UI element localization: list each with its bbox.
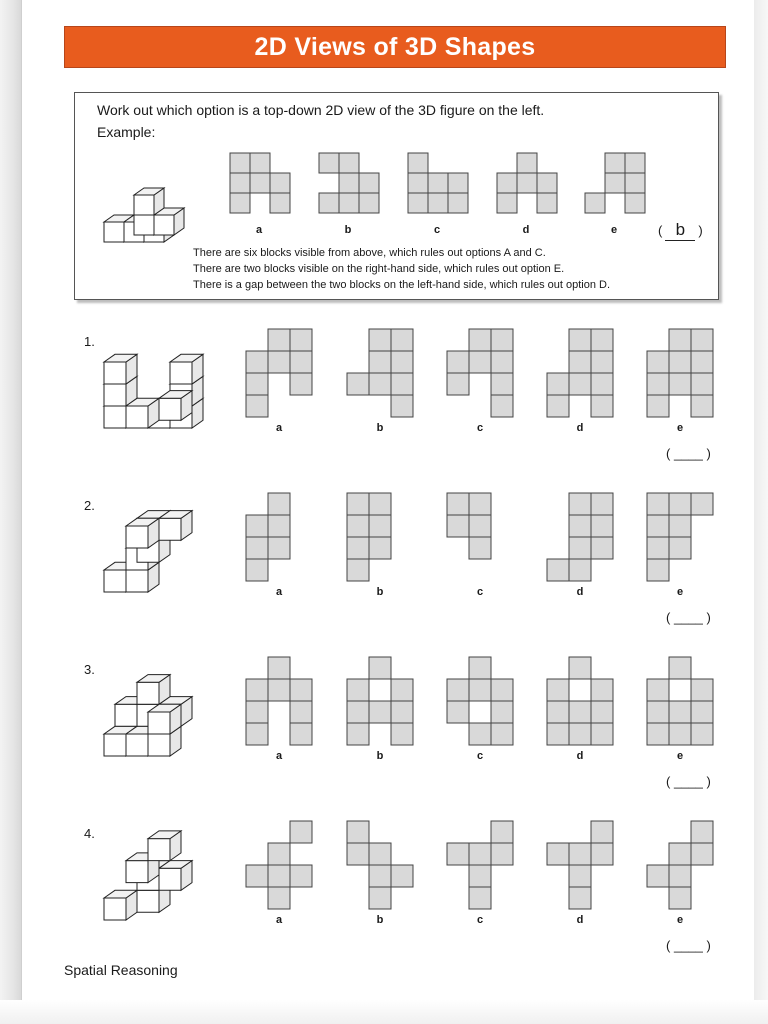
grid-cell xyxy=(268,351,290,373)
option-label: b xyxy=(376,422,384,434)
grid-cell xyxy=(408,173,428,193)
grid-cell xyxy=(369,373,391,395)
cube-face xyxy=(104,406,126,428)
grid-cell xyxy=(647,723,669,745)
example-3d-figure xyxy=(96,140,206,250)
grid-cell xyxy=(347,537,369,559)
example-option-b xyxy=(318,152,380,234)
option-label: a xyxy=(275,586,283,598)
grid-cell xyxy=(391,865,413,887)
grid-cell xyxy=(448,173,468,193)
grid-cell xyxy=(491,395,513,417)
example-option-d xyxy=(496,152,558,234)
grid-cell xyxy=(497,193,517,213)
grid-cell xyxy=(647,679,669,701)
grid-cell xyxy=(547,679,569,701)
grid-cell xyxy=(408,153,428,173)
grid-cell xyxy=(369,843,391,865)
grid-cell xyxy=(246,559,268,581)
grid-cell xyxy=(491,329,513,351)
grid-cell xyxy=(691,701,713,723)
grid-cell xyxy=(268,329,290,351)
grid-cell xyxy=(268,515,290,537)
page-bottom-edge xyxy=(0,1000,768,1024)
grid-cell xyxy=(491,723,513,745)
answer-blank: ( ____ ) xyxy=(666,938,711,953)
grid-cell xyxy=(547,559,569,581)
grid-cell xyxy=(491,843,513,865)
option-label: e xyxy=(676,750,684,762)
grid-cell xyxy=(347,723,369,745)
grid-cell xyxy=(591,843,613,865)
grid-cell xyxy=(268,679,290,701)
grid-cell xyxy=(391,395,413,417)
grid-cell xyxy=(647,515,669,537)
grid-cell xyxy=(691,351,713,373)
grid-cell xyxy=(428,193,448,213)
page-title: 2D Views of 3D Shapes xyxy=(254,32,536,61)
option-label: a xyxy=(255,224,263,236)
example-explanation xyxy=(193,245,610,293)
question-3-option-a xyxy=(245,656,313,746)
grid-cell xyxy=(290,701,312,723)
grid-cell xyxy=(691,679,713,701)
grid-cell xyxy=(669,537,691,559)
question-4-option-e xyxy=(646,820,714,910)
grid-cell xyxy=(347,559,369,581)
grid-cell xyxy=(591,493,613,515)
grid-cell xyxy=(605,173,625,193)
question-4-option-b xyxy=(346,820,414,910)
question-2-option-a xyxy=(245,492,313,582)
explanation-line: There are two blocks visible on the right-hand side, which rules out option E. xyxy=(193,263,565,275)
grid-cell xyxy=(569,887,591,909)
grid-cell xyxy=(469,515,491,537)
grid-cell xyxy=(517,173,537,193)
grid-cell xyxy=(319,193,339,213)
grid-cell xyxy=(647,559,669,581)
option-label: a xyxy=(275,750,283,762)
answer-blank: ( ____ ) xyxy=(666,774,711,789)
cube-face xyxy=(126,406,148,428)
question-1-3d-figure xyxy=(96,326,206,436)
explanation-line: There is a gap between the two blocks on the left-hand side, which rules out option D. xyxy=(193,279,611,291)
grid-cell xyxy=(647,395,669,417)
grid-cell xyxy=(469,843,491,865)
grid-cell xyxy=(246,679,268,701)
cube-face xyxy=(170,362,192,384)
grid-cell xyxy=(569,723,591,745)
question-4-option-d xyxy=(546,820,614,910)
grid-cell xyxy=(691,821,713,843)
grid-cell xyxy=(669,887,691,909)
option-label: d xyxy=(576,586,584,598)
grid-cell xyxy=(347,373,369,395)
question-number: 1. xyxy=(84,334,95,349)
grid-cell xyxy=(591,723,613,745)
grid-cell xyxy=(246,395,268,417)
grid-cell xyxy=(691,329,713,351)
grid-cell xyxy=(369,537,391,559)
grid-cell xyxy=(591,701,613,723)
grid-cell xyxy=(447,843,469,865)
grid-cell xyxy=(625,153,645,173)
question-number: 4. xyxy=(84,826,95,841)
grid-cell xyxy=(230,153,250,173)
grid-cell xyxy=(469,865,491,887)
option-label: e xyxy=(676,422,684,434)
grid-cell xyxy=(691,373,713,395)
grid-cell xyxy=(669,723,691,745)
footer-label: Spatial Reasoning xyxy=(64,962,178,978)
cube-face xyxy=(126,734,148,756)
grid-cell xyxy=(547,373,569,395)
grid-cell xyxy=(537,193,557,213)
grid-cell xyxy=(391,723,413,745)
grid-cell xyxy=(691,493,713,515)
grid-cell xyxy=(569,865,591,887)
grid-cell xyxy=(537,173,557,193)
option-label: d xyxy=(522,224,530,236)
grid-cell xyxy=(347,843,369,865)
grid-cell xyxy=(270,193,290,213)
grid-cell xyxy=(369,351,391,373)
explanation-line: There are six blocks visible from above, which rules out options A and C. xyxy=(193,247,546,259)
question-3-option-d xyxy=(546,656,614,746)
grid-cell xyxy=(246,537,268,559)
option-label: d xyxy=(576,914,584,926)
grid-cell xyxy=(359,193,379,213)
cube-face xyxy=(159,868,181,890)
grid-cell xyxy=(290,865,312,887)
grid-cell xyxy=(369,493,391,515)
grid-cell xyxy=(569,559,591,581)
grid-cell xyxy=(469,537,491,559)
grid-cell xyxy=(669,701,691,723)
question-4-option-a xyxy=(245,820,313,910)
grid-cell xyxy=(569,351,591,373)
grid-cell xyxy=(647,537,669,559)
question-3-option-b xyxy=(346,656,414,746)
grid-cell xyxy=(369,657,391,679)
grid-cell xyxy=(391,329,413,351)
option-label: c xyxy=(476,586,484,598)
grid-cell xyxy=(469,351,491,373)
grid-cell xyxy=(347,821,369,843)
grid-cell xyxy=(246,373,268,395)
grid-cell xyxy=(391,701,413,723)
grid-cell xyxy=(469,657,491,679)
option-label: d xyxy=(576,750,584,762)
cube-face xyxy=(159,398,181,420)
example-option-e xyxy=(584,152,646,234)
grid-cell xyxy=(647,701,669,723)
grid-cell xyxy=(591,395,613,417)
option-label: b xyxy=(376,750,384,762)
grid-cell xyxy=(569,329,591,351)
grid-cell xyxy=(669,351,691,373)
grid-cell xyxy=(447,351,469,373)
question-4-3d-figure xyxy=(96,818,206,928)
question-2-option-d xyxy=(546,492,614,582)
grid-cell xyxy=(391,373,413,395)
cube-face xyxy=(148,839,170,861)
option-label: e xyxy=(610,224,618,236)
grid-cell xyxy=(669,493,691,515)
grid-cell xyxy=(447,493,469,515)
option-label: b xyxy=(344,224,352,236)
grid-cell xyxy=(647,493,669,515)
cube-face xyxy=(104,898,126,920)
cube-face xyxy=(148,712,170,734)
question-number: 2. xyxy=(84,498,95,513)
question-2-3d-figure xyxy=(96,490,206,600)
grid-cell xyxy=(669,865,691,887)
cube-face xyxy=(104,384,126,406)
question-1-option-d xyxy=(546,328,614,418)
grid-cell xyxy=(569,373,591,395)
page-binding-edge xyxy=(0,0,22,1024)
cube-face xyxy=(159,518,181,540)
cube-face xyxy=(126,526,148,548)
grid-cell xyxy=(691,723,713,745)
grid-cell xyxy=(517,153,537,173)
question-3-option-c xyxy=(446,656,514,746)
grid-cell xyxy=(250,153,270,173)
grid-cell xyxy=(585,193,605,213)
grid-cell xyxy=(591,537,613,559)
grid-cell xyxy=(547,701,569,723)
option-label: c xyxy=(476,422,484,434)
grid-cell xyxy=(547,395,569,417)
grid-cell xyxy=(469,887,491,909)
grid-cell xyxy=(369,865,391,887)
grid-cell xyxy=(591,329,613,351)
grid-cell xyxy=(319,153,339,173)
option-label: b xyxy=(376,586,384,598)
grid-cell xyxy=(547,723,569,745)
question-2-option-e xyxy=(646,492,714,582)
cube-face xyxy=(134,195,154,215)
grid-cell xyxy=(408,193,428,213)
option-label: c xyxy=(433,224,441,236)
cube-face xyxy=(137,890,159,912)
grid-cell xyxy=(369,701,391,723)
grid-cell xyxy=(290,723,312,745)
grid-cell xyxy=(391,351,413,373)
grid-cell xyxy=(391,679,413,701)
grid-cell xyxy=(270,173,290,193)
grid-cell xyxy=(591,515,613,537)
question-2-option-b xyxy=(346,492,414,582)
grid-cell xyxy=(647,373,669,395)
option-label: b xyxy=(376,914,384,926)
grid-cell xyxy=(347,515,369,537)
grid-cell xyxy=(250,173,270,193)
answer-blank: ( ____ ) xyxy=(666,610,711,625)
grid-cell xyxy=(448,193,468,213)
grid-cell xyxy=(625,193,645,213)
grid-cell xyxy=(497,173,517,193)
grid-cell xyxy=(591,679,613,701)
grid-cell xyxy=(647,865,669,887)
grid-cell xyxy=(469,723,491,745)
grid-cell xyxy=(591,821,613,843)
question-1-option-a xyxy=(245,328,313,418)
option-label: c xyxy=(476,750,484,762)
grid-cell xyxy=(605,153,625,173)
cube-face xyxy=(154,215,174,235)
cube-face xyxy=(137,682,159,704)
question-2-option-c xyxy=(446,492,514,582)
grid-cell xyxy=(369,887,391,909)
grid-cell xyxy=(491,679,513,701)
grid-cell xyxy=(669,657,691,679)
example-label: Example: xyxy=(97,124,156,140)
grid-cell xyxy=(290,373,312,395)
option-label: c xyxy=(476,914,484,926)
grid-cell xyxy=(491,373,513,395)
grid-cell xyxy=(469,329,491,351)
cube-face xyxy=(104,734,126,756)
grid-cell xyxy=(347,701,369,723)
grid-cell xyxy=(230,193,250,213)
grid-cell xyxy=(339,153,359,173)
grid-cell xyxy=(669,515,691,537)
grid-cell xyxy=(268,843,290,865)
page-right-edge xyxy=(754,0,768,1024)
grid-cell xyxy=(369,329,391,351)
grid-cell xyxy=(547,843,569,865)
cube-face xyxy=(104,570,126,592)
cube-face xyxy=(115,704,137,726)
grid-cell xyxy=(447,701,469,723)
grid-cell xyxy=(647,351,669,373)
question-1-option-e xyxy=(646,328,714,418)
instruction-text: Work out which option is a top-down 2D view of the 3D figure on the left. xyxy=(97,102,545,118)
grid-cell xyxy=(369,515,391,537)
grid-cell xyxy=(428,173,448,193)
grid-cell xyxy=(569,537,591,559)
question-3-option-e xyxy=(646,656,714,746)
grid-cell xyxy=(569,515,591,537)
option-label: e xyxy=(676,914,684,926)
grid-cell xyxy=(447,515,469,537)
grid-cell xyxy=(290,351,312,373)
grid-cell xyxy=(246,515,268,537)
grid-cell xyxy=(268,657,290,679)
grid-cell xyxy=(359,173,379,193)
option-label: a xyxy=(275,422,283,434)
question-3-3d-figure xyxy=(96,654,206,764)
grid-cell xyxy=(591,351,613,373)
grid-cell xyxy=(691,395,713,417)
grid-cell xyxy=(290,679,312,701)
option-label: d xyxy=(576,422,584,434)
grid-cell xyxy=(268,865,290,887)
grid-cell xyxy=(290,821,312,843)
question-1-option-b xyxy=(346,328,414,418)
grid-cell xyxy=(591,373,613,395)
option-label: a xyxy=(275,914,283,926)
grid-cell xyxy=(246,723,268,745)
cube-face xyxy=(148,734,170,756)
grid-cell xyxy=(469,679,491,701)
example-option-c xyxy=(407,152,469,234)
cube-face xyxy=(104,362,126,384)
cube-face xyxy=(134,215,154,235)
grid-cell xyxy=(268,537,290,559)
grid-cell xyxy=(691,843,713,865)
grid-cell xyxy=(268,887,290,909)
grid-cell xyxy=(447,373,469,395)
grid-cell xyxy=(669,843,691,865)
grid-cell xyxy=(491,351,513,373)
grid-cell xyxy=(347,493,369,515)
cube-face xyxy=(104,222,124,242)
grid-cell xyxy=(669,329,691,351)
grid-cell xyxy=(569,701,591,723)
answer-blank: ( ____ ) xyxy=(666,446,711,461)
question-4-option-c xyxy=(446,820,514,910)
grid-cell xyxy=(246,351,268,373)
grid-cell xyxy=(625,173,645,193)
example-option-a xyxy=(229,152,291,234)
grid-cell xyxy=(669,373,691,395)
grid-cell xyxy=(339,173,359,193)
grid-cell xyxy=(246,701,268,723)
grid-cell xyxy=(569,657,591,679)
grid-cell xyxy=(491,701,513,723)
question-number: 3. xyxy=(84,662,95,677)
grid-cell xyxy=(246,865,268,887)
grid-cell xyxy=(469,493,491,515)
question-1-option-c xyxy=(446,328,514,418)
grid-cell xyxy=(347,679,369,701)
cube-face xyxy=(126,861,148,883)
example-answer-value: b xyxy=(665,220,695,241)
grid-cell xyxy=(569,493,591,515)
grid-cell xyxy=(491,821,513,843)
grid-cell xyxy=(339,193,359,213)
grid-cell xyxy=(290,329,312,351)
cube-face xyxy=(126,570,148,592)
title-banner xyxy=(64,26,726,68)
grid-cell xyxy=(447,679,469,701)
option-label: e xyxy=(676,586,684,598)
grid-cell xyxy=(569,843,591,865)
grid-cell xyxy=(230,173,250,193)
example-answer: ( b ) xyxy=(658,220,703,239)
grid-cell xyxy=(268,493,290,515)
